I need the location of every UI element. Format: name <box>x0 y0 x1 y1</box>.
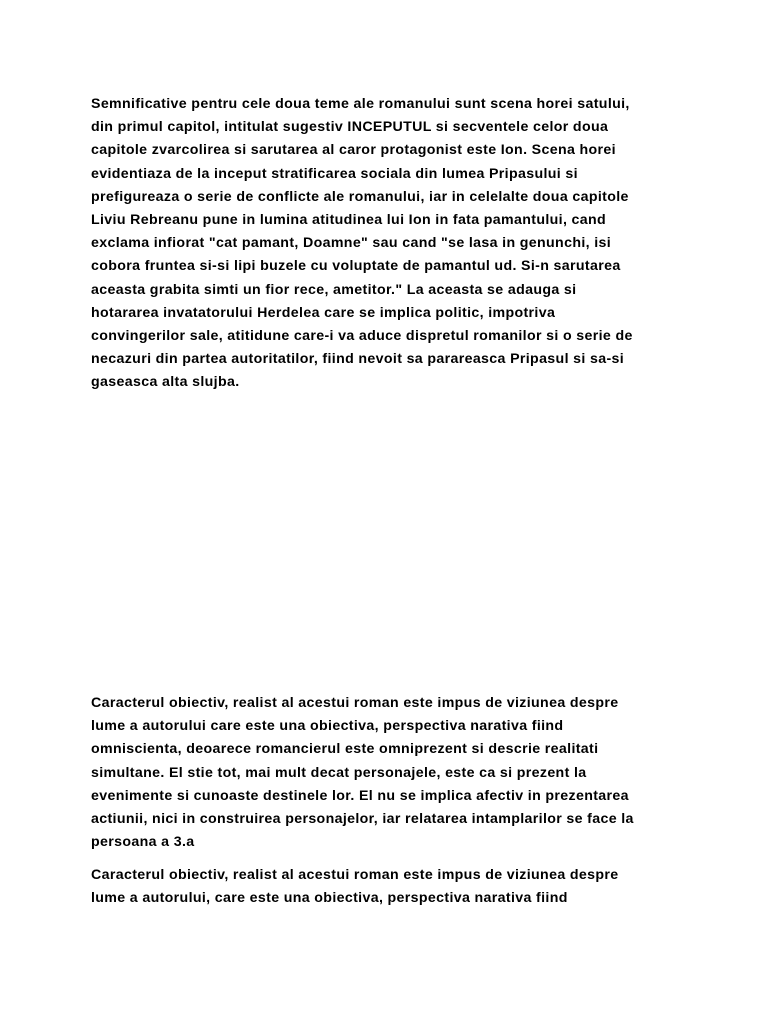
text-line: Semnificative pentru cele doua teme ale romanului sunt scena horei satului, <box>91 96 630 112</box>
text-line: gaseasca alta slujba. <box>91 374 240 391</box>
text-line: Liviu Rebreanu pune in lumina atitudinea lui Ion in fata pamantului, cand <box>91 211 607 228</box>
text-line: evidentiaza de la inceput stratificarea sociala din lumea Pripasului si <box>91 165 578 182</box>
paragraph-objective-character <box>91 692 691 854</box>
text-line: necazuri din partea autoritatilor, fiind nevoit sa parareasca Pripasul si sa-si <box>91 351 625 368</box>
text-line: Caracterul obiectiv, realist al acestui roman este impus de viziunea despre <box>91 695 619 711</box>
text-line: Caracterul obiectiv, realist al acestui roman este impus de viziunea despre <box>91 867 619 883</box>
text-line: prefigureaza o serie de conflicte ale romanului, iar in celelalte doua capitole <box>91 188 629 205</box>
paragraph-objective-character-repeat <box>91 864 691 910</box>
text-line: aceasta grabita simti un fior rece, ametitor." La aceasta se adauga si <box>91 281 577 298</box>
text-line: persoana a 3.a <box>91 834 195 851</box>
text-line: simultane. El stie tot, mai mult decat personajele, este ca si prezent la <box>91 764 587 781</box>
text-line: evenimente si cunoaste destinele lor. El nu se implica afectiv in prezentarea <box>91 787 629 804</box>
text-line: actiunii, nici in construirea personajelor, iar relatarea intamplarilor se face la <box>91 810 634 827</box>
text-line: exclama infiorat "cat pamant, Doamne" sau cand "se lasa in genunchi, isi <box>91 235 612 252</box>
paragraph-themes <box>91 93 691 394</box>
text-line: cobora fruntea si-si lipi buzele cu voluptate de pamantul ud. Si-n sarutarea <box>91 258 621 275</box>
text-line: din primul capitol, intitulat sugestiv INCEPUTUL si secventele celor doua <box>91 119 609 136</box>
text-line: lume a autorului care este una obiectiva, perspectiva narativa fiind <box>91 718 564 735</box>
text-line: omniscienta, deoarece romancierul este omniprezent si descrie realitati <box>91 741 599 758</box>
text-line: lume a autorului, care este una obiectiva, perspectiva narativa fiind <box>91 890 568 907</box>
text-line: convingerilor sale, atitidune care-i va aduce dispretul romanilor si o serie de <box>91 327 633 344</box>
text-line: hotararea invatatorului Herdelea care se implica politic, impotriva <box>91 304 556 321</box>
text-line: capitole zvarcolirea si sarutarea al caror protagonist este Ion. Scena horei <box>91 142 616 159</box>
